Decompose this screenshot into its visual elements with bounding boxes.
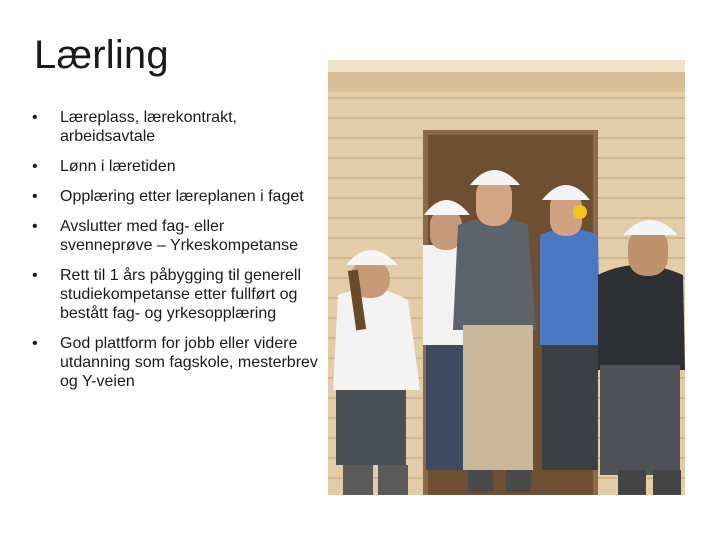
bullet-item xyxy=(30,157,320,176)
bullet-item xyxy=(30,187,320,206)
bullet-item xyxy=(30,217,320,255)
bullet-text: Opplæring etter læreplanen i faget xyxy=(60,188,304,205)
bullet-text: Lønn i læretiden xyxy=(60,158,176,175)
apprentices-illustration xyxy=(328,60,685,495)
bullet-text: Rett til 1 års påbygging til generell studiekompetanse etter fullført og bestått fag- og yrkesopplæring xyxy=(60,267,302,322)
bullet-dot: • xyxy=(32,335,38,352)
bullet-dot: • xyxy=(32,158,38,175)
slide-title: Lærling xyxy=(34,33,169,77)
bullet-item xyxy=(30,266,320,323)
bullet-text: Læreplass, lærekontrakt, arbeidsavtale xyxy=(60,109,237,145)
bullet-dot: • xyxy=(32,188,38,205)
bullet-dot: • xyxy=(32,109,38,126)
bullet-text: God plattform for jobb eller videre utdanning som fagskole, mesterbrev og Y-veien xyxy=(60,335,318,390)
bullet-dot: • xyxy=(32,218,38,235)
bullet-text: Avslutter med fag- eller svenneprøve – Yrkeskompetanse xyxy=(60,218,299,254)
apprentices-photo xyxy=(328,60,685,495)
bullet-item xyxy=(30,108,320,146)
bullet-item xyxy=(30,334,320,391)
bullet-dot: • xyxy=(32,267,38,284)
bullet-list xyxy=(30,108,320,402)
